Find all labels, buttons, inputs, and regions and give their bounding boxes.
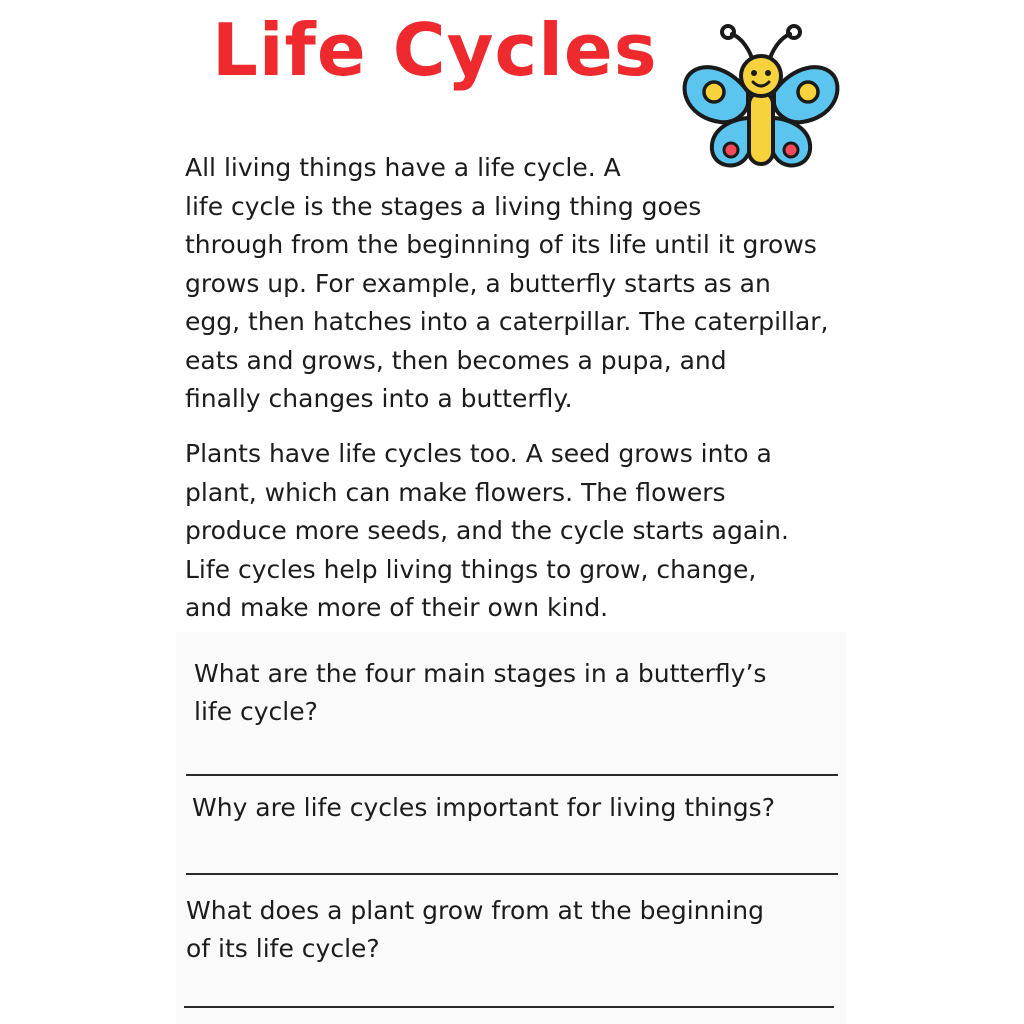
question-line: life cycle? bbox=[194, 697, 318, 726]
paragraph-plant-life-cycle bbox=[185, 435, 789, 628]
paragraph-line: life cycle is the stages a living thing goes bbox=[185, 191, 702, 221]
answer-line-3[interactable] bbox=[184, 1006, 834, 1008]
answer-line-2[interactable] bbox=[186, 873, 838, 875]
paragraph-life-cycle-intro bbox=[185, 149, 829, 419]
question-line: What are the four main stages in a butterfly’s bbox=[194, 659, 767, 688]
paragraph-line: Life cycles help living things to grow, change, bbox=[185, 554, 757, 584]
paragraph-line: and make more of their own kind. bbox=[185, 593, 609, 622]
paragraph-line: All living things have a life cycle. A bbox=[185, 153, 621, 182]
question-2 bbox=[192, 789, 775, 827]
paragraph-line: plant, which can make flowers. The flowers bbox=[185, 477, 726, 507]
question-line: of its life cycle? bbox=[186, 934, 380, 963]
question-3 bbox=[186, 892, 764, 968]
paragraph-line: egg, then hatches into a caterpillar. The caterpillar, bbox=[185, 307, 829, 336]
paragraph-line: produce more seeds, and the cycle starts again. bbox=[185, 516, 789, 545]
paragraph-line: Plants have life cycles too. A seed grows into a bbox=[185, 439, 772, 468]
page-title: Life Cycles bbox=[212, 8, 658, 92]
paragraph-line: through from the beginning of its life until it grows bbox=[185, 230, 817, 259]
paragraph-line: grows up. For example, a butterfly starts as an bbox=[185, 268, 771, 298]
paragraph-line: eats and grows, then becomes a pupa, and bbox=[185, 345, 727, 375]
answer-line-1[interactable] bbox=[186, 774, 838, 776]
question-1 bbox=[194, 655, 766, 731]
question-line: What does a plant grow from at the beginning bbox=[186, 896, 765, 925]
question-line: Why are life cycles important for living things? bbox=[192, 793, 775, 822]
paragraph-line: finally changes into a butterfly. bbox=[185, 384, 573, 413]
